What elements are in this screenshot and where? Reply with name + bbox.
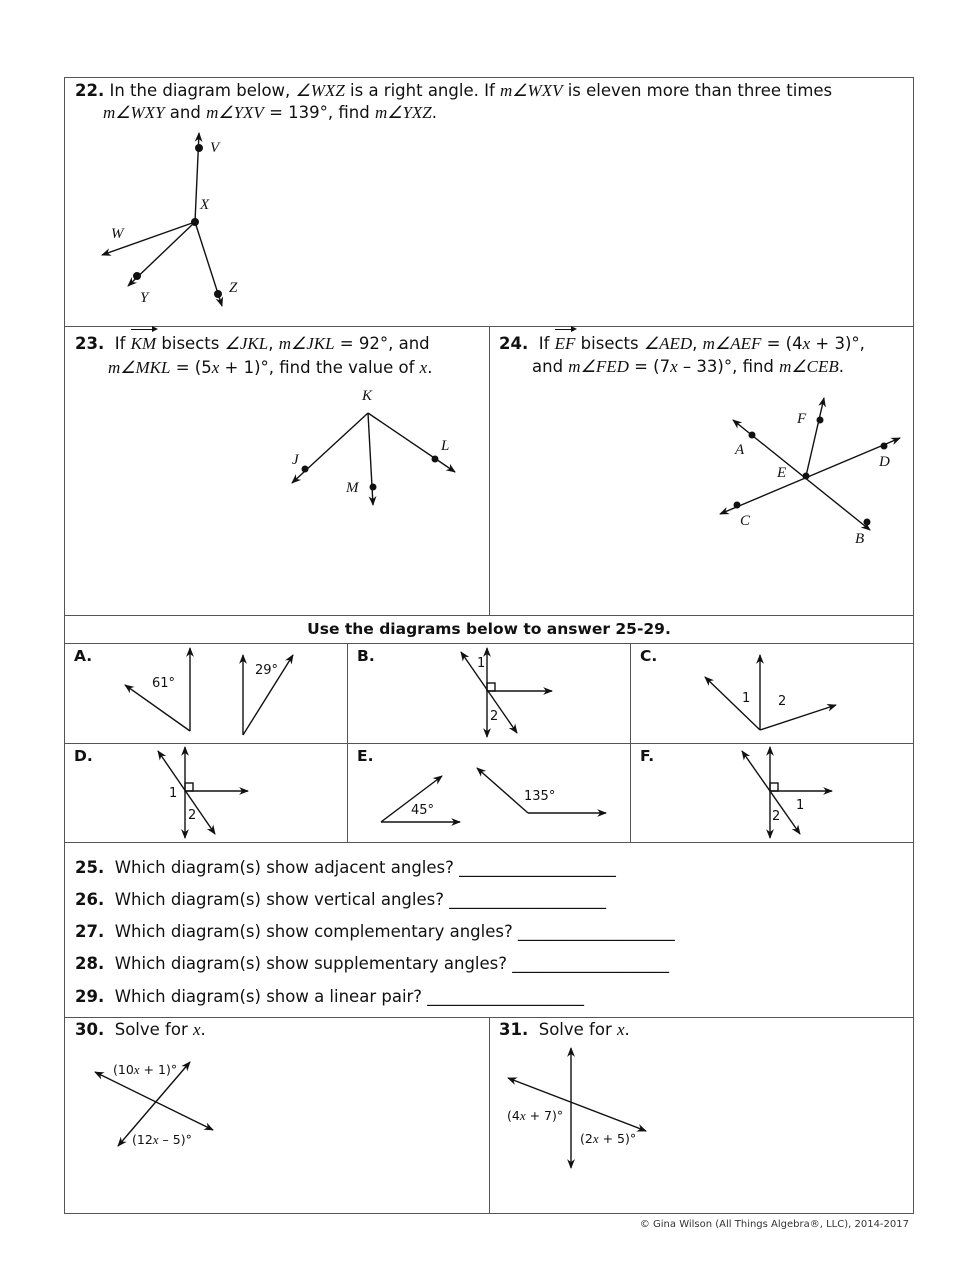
- copyright-footer: © Gina Wilson (All Things Algebra®, LLC), 2014-2017: [639, 1219, 909, 1230]
- q31-expr-left-a: (4: [507, 1108, 520, 1123]
- q23-label-m: M: [346, 480, 359, 496]
- q30-number: 30.: [75, 1020, 105, 1039]
- q30-period: .: [200, 1020, 206, 1039]
- q22-label-y: Y: [140, 290, 149, 306]
- section-header: Use the diagrams below to answer 25-29.: [307, 620, 671, 638]
- question-27-text: Which diagram(s) show complementary angles? ___________________: [114, 922, 675, 941]
- question-29-text: Which diagram(s) show a linear pair? ___________________: [114, 987, 585, 1006]
- q23-m-angle-mkl: m∠MKL: [108, 358, 171, 377]
- q24-point-f: [817, 417, 824, 424]
- q31-expr-right: [580, 1131, 636, 1147]
- q23-label-l: L: [441, 438, 450, 454]
- q30-expr-bottom-a: (12: [132, 1132, 153, 1147]
- q22-label-w: W: [111, 226, 124, 242]
- q22-number: 22.: [75, 81, 105, 100]
- q23-bisects: bisects: [156, 334, 225, 353]
- q30-expr-top-x: x: [133, 1062, 140, 1077]
- q31-expr-left-x: x: [519, 1108, 526, 1123]
- q24-point-c: [734, 502, 741, 509]
- q24-line2: [532, 355, 844, 378]
- q23-period: .: [427, 358, 433, 377]
- q24-var-x: x: [802, 334, 811, 353]
- diagram-e-label: E.: [357, 747, 374, 765]
- q23-line2: [108, 356, 432, 379]
- q23-comma: ,: [268, 334, 279, 353]
- q23-ray-km: KM: [130, 334, 157, 353]
- q24-angle-aed: ∠AED: [643, 334, 693, 353]
- q24-bisects: bisects: [575, 334, 644, 353]
- q24-period: .: [838, 357, 845, 376]
- diagram-a-angle-29: 29°: [255, 663, 279, 678]
- q23-angle-jkl: ∠JKL: [224, 334, 269, 353]
- question-26: [75, 888, 606, 911]
- q24-and: and: [532, 357, 569, 376]
- q31-expr-left: [507, 1108, 563, 1124]
- q30-expr-bottom: [132, 1132, 192, 1148]
- q24-point-b: [864, 519, 871, 526]
- q24-label-f: F: [797, 411, 807, 427]
- q22-angle-yxz: m∠YXZ: [374, 103, 432, 122]
- q22-label-z: Z: [229, 280, 238, 296]
- q22-angle-wxv: m∠WXV: [500, 81, 563, 100]
- q23-expr-a: = (5: [170, 358, 212, 377]
- q22-period: .: [431, 103, 438, 122]
- diagram-d-label: D.: [74, 747, 93, 765]
- q30-text: Solve for: [114, 1020, 193, 1039]
- diagram-d-angle-2: 2: [188, 808, 197, 823]
- q23-point-m: [370, 484, 377, 491]
- q22-text-e: is eleven more than three times: [562, 81, 833, 100]
- q31-var: x: [616, 1020, 625, 1039]
- diagram-d-angle-1: 1: [169, 786, 178, 801]
- q31-expr-right-a: (2: [580, 1131, 593, 1146]
- question-25-text: Which diagram(s) show adjacent angles? ___________________: [114, 858, 616, 877]
- diagram-c-angle-1: 1: [742, 691, 751, 706]
- q22-point-v: [195, 144, 203, 152]
- diagram-f-angle-1: 1: [796, 798, 805, 813]
- question-25: [75, 856, 616, 879]
- q24-label-a: A: [735, 442, 745, 458]
- question-29: [75, 985, 584, 1008]
- diagram-c-figure: [705, 655, 836, 730]
- q24-point-d: [881, 443, 888, 450]
- diagram-a-figure: [125, 648, 293, 735]
- diagram-b-angle-1: 1: [477, 656, 486, 671]
- question-27: [75, 920, 675, 943]
- q24-comma: ,: [692, 334, 703, 353]
- q24-label-c: C: [740, 513, 751, 529]
- question-28: [75, 952, 669, 975]
- q24-label-e: E: [777, 465, 787, 481]
- question-28-text: Which diagram(s) show supplementary angles? ___________________: [114, 954, 669, 973]
- q31-number: 31.: [499, 1020, 529, 1039]
- q31-line: [499, 1018, 630, 1041]
- q23-label-j: J: [292, 452, 299, 468]
- q24-expr-c: = (7: [628, 357, 671, 376]
- q30-line: [75, 1018, 206, 1041]
- q31-expr-right-c: + 5)°: [598, 1131, 637, 1146]
- q22-angle-wxy: m∠WXY: [103, 103, 165, 122]
- question-28-number: 28.: [75, 954, 105, 973]
- q24-expr-a: = (4: [761, 334, 803, 353]
- diagram-b-label: B.: [357, 647, 375, 665]
- q22-text-and: and: [164, 103, 207, 122]
- q30-expr-top-a: (10: [113, 1062, 134, 1077]
- q23-point-j: [302, 466, 309, 473]
- q23-var-x: x: [211, 358, 220, 377]
- diagram-b-angle-2: 2: [490, 709, 499, 724]
- diagram-c-label: C.: [640, 647, 658, 665]
- q22-label-x: X: [200, 197, 210, 213]
- q24-if: If: [538, 334, 555, 353]
- diagram-e-angle-45: 45°: [411, 803, 435, 818]
- q22-point-z: [214, 290, 222, 298]
- q22-point-y: [133, 272, 141, 280]
- q23-value-jkl: = 92°, and: [334, 334, 430, 353]
- q23-diagram: [292, 413, 455, 505]
- q24-point-e: [803, 473, 810, 480]
- q22-diagram: [102, 133, 222, 306]
- q24-line1: [499, 332, 865, 355]
- q24-m-angle-ceb: m∠CEB: [779, 357, 839, 376]
- question-29-number: 29.: [75, 987, 105, 1006]
- diagram-c-angle-2: 2: [778, 694, 787, 709]
- q24-number: 24.: [499, 334, 529, 353]
- q31-expr-left-c: + 7)°: [525, 1108, 564, 1123]
- q30-expr-top-c: + 1)°: [139, 1062, 178, 1077]
- q31-expr-right-x: x: [592, 1131, 599, 1146]
- q23-point-l: [432, 456, 439, 463]
- diagram-f-angle-2: 2: [772, 809, 781, 824]
- q24-m-angle-fed: m∠FED: [568, 357, 629, 376]
- question-25-number: 25.: [75, 858, 105, 877]
- diagram-f-figure: [742, 747, 832, 838]
- q22-label-v: V: [210, 140, 220, 156]
- diagram-a-angle-61: 61°: [152, 676, 176, 691]
- q30-expr-top: [113, 1062, 177, 1078]
- q30-expr-bottom-c: – 5)°: [158, 1132, 192, 1147]
- q24-label-b: B: [855, 531, 865, 547]
- q23-expr-b: + 1)°, find the value of: [219, 358, 420, 377]
- diagram-f-label: F.: [640, 747, 655, 765]
- q30-var: x: [192, 1020, 201, 1039]
- diagram-b-figure: [461, 648, 552, 737]
- q24-diagram: [720, 398, 900, 530]
- question-26-text: Which diagram(s) show vertical angles? ___________________: [114, 890, 606, 909]
- question-26-number: 26.: [75, 890, 105, 909]
- q24-label-d: D: [879, 454, 890, 470]
- q22-angle-wxz: ∠WXZ: [295, 81, 345, 100]
- q23-line1: [75, 332, 430, 355]
- q22-text-a: In the diagram below,: [109, 81, 296, 100]
- q22-text-c: is a right angle. If: [344, 81, 501, 100]
- q22-text-find: = 139°, find: [263, 103, 375, 122]
- q31-text: Solve for: [538, 1020, 617, 1039]
- diagram-e-angle-135: 135°: [524, 789, 556, 804]
- q24-point-a: [749, 432, 756, 439]
- q24-m-angle-aef: m∠AEF: [702, 334, 762, 353]
- question-27-number: 27.: [75, 922, 105, 941]
- q24-ray-ef: EF: [554, 334, 576, 353]
- q30-expr-bottom-x: x: [152, 1132, 159, 1147]
- q24-expr-b: + 3)°,: [810, 334, 865, 353]
- q24-var-x2: x: [670, 357, 678, 376]
- q23-label-k: K: [362, 388, 373, 404]
- q23-if: If: [114, 334, 131, 353]
- diagram-a-label: A.: [74, 647, 93, 665]
- q22-angle-yxv: m∠YXV: [206, 103, 264, 122]
- q23-number: 23.: [75, 334, 105, 353]
- q24-expr-d: – 33)°, find: [677, 357, 780, 376]
- q31-period: .: [624, 1020, 630, 1039]
- q23-m-angle-jkl: m∠JKL: [278, 334, 335, 353]
- q22-point-x: [191, 218, 199, 226]
- q23-var-x2: x: [419, 358, 428, 377]
